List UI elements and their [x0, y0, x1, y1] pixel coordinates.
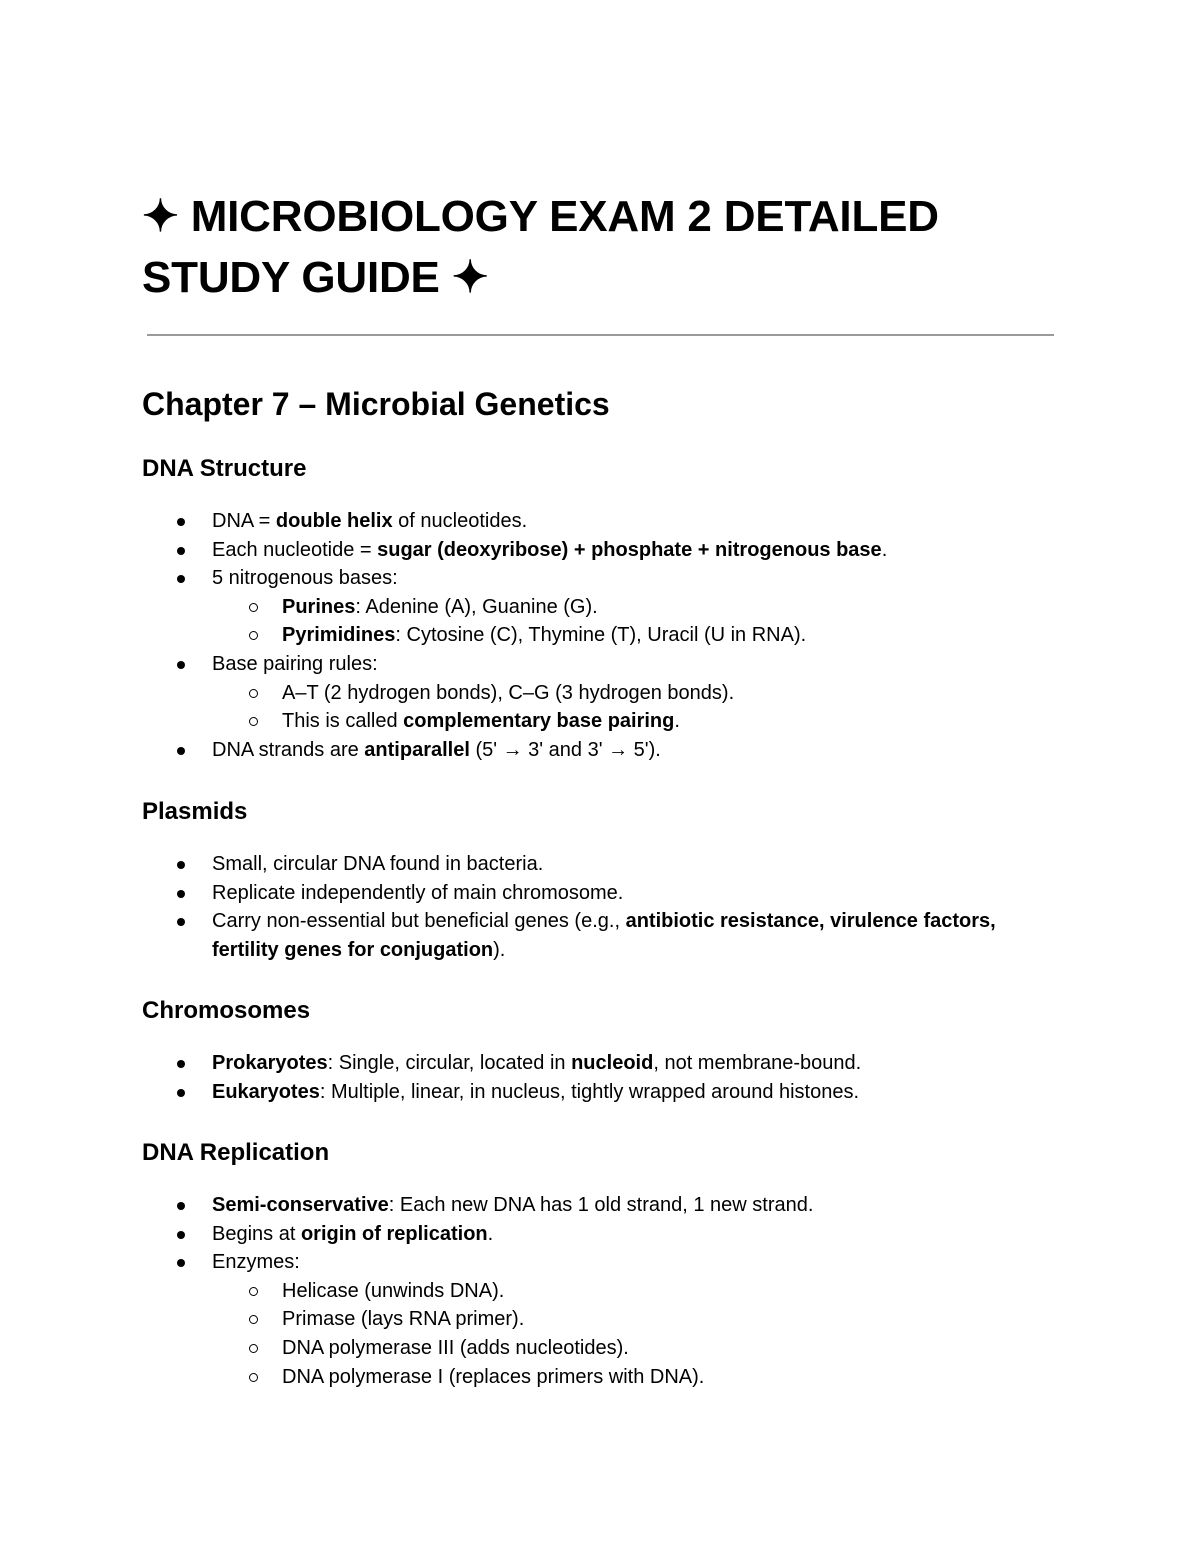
section-heading: DNA Structure: [142, 455, 307, 482]
item-text: Begins at: [212, 1222, 301, 1245]
bullet-icon: [177, 575, 185, 583]
list-item: [142, 907, 1062, 964]
item-text: DNA polymerase I (replaces primers with DNA).: [282, 1365, 705, 1388]
item-text: Carry non-essential but beneficial genes (e.g.,: [212, 910, 626, 933]
item-bold-text: nucleoid: [571, 1052, 654, 1074]
bullet-icon: [177, 1231, 185, 1239]
item-text: Each nucleotide =: [212, 538, 378, 561]
hollow-bullet-icon: [249, 1344, 258, 1353]
item-bold-text: double helix: [275, 510, 393, 532]
item-text: .: [881, 538, 888, 561]
sub-list-item: [212, 707, 1062, 736]
item-bold-text: origin of replication: [300, 1222, 488, 1245]
sub-bullet-list: [212, 593, 1062, 650]
sub-list-item: [212, 621, 1062, 650]
document-title: ✦ MICROBIOLOGY EXAM 2 DETAILED STUDY GUIDE ✦: [142, 192, 939, 302]
list-item: [142, 1248, 1062, 1391]
bullet-icon: [177, 861, 185, 869]
item-bold-text: Eukaryotes: [212, 1080, 320, 1103]
bullet-icon: [177, 918, 185, 926]
list-item: [142, 879, 1062, 908]
list-item: [142, 564, 1062, 650]
section-dna-structure: [142, 453, 1062, 764]
item-bold-text: Prokaryotes: [212, 1052, 328, 1074]
item-text: Helicase (unwinds DNA).: [282, 1279, 505, 1302]
item-bold-text: antiparallel: [364, 738, 470, 761]
list-item: [142, 1078, 1062, 1107]
item-text: Enzymes:: [212, 1251, 300, 1274]
item-text: ).: [493, 938, 506, 961]
item-text: This is called: [282, 710, 404, 733]
bullet-icon: [177, 1202, 185, 1210]
list-item: [142, 1220, 1062, 1249]
bullet-icon: [177, 547, 185, 555]
item-text: : Multiple, linear, in nucleus, tightly wrapped around histones.: [319, 1080, 860, 1103]
item-text: .: [487, 1222, 494, 1245]
item-text: DNA =: [212, 510, 276, 532]
item-text: Base pairing rules:: [212, 652, 378, 675]
item-text: DNA strands are: [212, 738, 365, 761]
section-heading: Plasmids: [142, 798, 248, 825]
list-item: [142, 536, 1062, 565]
item-text: .: [674, 710, 680, 733]
item-text: Replicate independently of main chromosome.: [212, 881, 624, 904]
item-text: : Cytosine (C), Thymine (T), Uracil (U in RNA).: [395, 624, 807, 647]
list-item: [142, 650, 1062, 736]
sub-list-item: [212, 679, 1062, 708]
item-text: : Each new DNA has 1 old strand, 1 new strand.: [388, 1194, 814, 1216]
bullet-icon: [177, 747, 185, 755]
chapter-heading: Chapter 7 – Microbial Genetics: [142, 386, 610, 422]
bullet-list: [142, 507, 1062, 764]
bullet-icon: [177, 661, 185, 669]
list-item: [142, 507, 1062, 536]
list-item: [142, 850, 1062, 879]
list-item: [142, 736, 1062, 765]
bullet-icon: [177, 518, 185, 526]
item-text: Small, circular DNA found in bacteria.: [212, 853, 544, 875]
horizontal-divider: [147, 334, 1054, 336]
item-bold-text: Semi-conservative: [212, 1194, 389, 1216]
item-bold-text: Purines: [282, 595, 356, 618]
section-plasmids: [142, 796, 1062, 964]
hollow-bullet-icon: [249, 603, 258, 612]
item-text: : Single, circular, located in: [327, 1052, 572, 1074]
section-heading: Chromosomes: [142, 997, 311, 1024]
section-dna-replication: [142, 1137, 1062, 1391]
bullet-list: [142, 850, 1062, 964]
item-text: (5' → 3' and 3' → 5').: [469, 738, 661, 761]
bullet-icon: [177, 890, 185, 898]
hollow-bullet-icon: [249, 631, 258, 640]
sub-bullet-list: [212, 679, 1062, 736]
item-bold-text: complementary base pairing: [403, 710, 675, 733]
sub-list-item: [212, 1363, 1062, 1392]
item-text: , not membrane-bound.: [653, 1052, 862, 1074]
list-item: [142, 1191, 1062, 1220]
hollow-bullet-icon: [249, 717, 258, 726]
bullet-icon: [177, 1259, 185, 1267]
list-item: [142, 1049, 1062, 1078]
sub-list-item: [212, 1277, 1062, 1306]
item-text: DNA polymerase III (adds nucleotides).: [282, 1336, 629, 1359]
section-heading: DNA Replication: [142, 1139, 330, 1166]
sub-list-item: [212, 593, 1062, 622]
sub-list-item: [212, 1305, 1062, 1334]
item-bold-text: antibiotic resistance, virulence factors, fertility genes for conjugation: [212, 910, 996, 961]
bullet-icon: [177, 1089, 185, 1097]
hollow-bullet-icon: [249, 1287, 258, 1296]
bullet-icon: [177, 1060, 185, 1068]
item-text: : Adenine (A), Guanine (G).: [355, 595, 598, 618]
item-text: A–T (2 hydrogen bonds), C–G (3 hydrogen bonds).: [282, 681, 735, 704]
item-text: of nucleotides.: [392, 510, 528, 532]
hollow-bullet-icon: [249, 1315, 258, 1324]
bullet-list: [142, 1049, 1062, 1106]
sub-bullet-list: [212, 1277, 1062, 1391]
item-bold-text: Pyrimidines: [282, 624, 396, 647]
section-chromosomes: [142, 995, 1062, 1106]
sub-list-item: [212, 1334, 1062, 1363]
item-text: 5 nitrogenous bases:: [212, 567, 398, 590]
item-text: Primase (lays RNA primer).: [282, 1308, 525, 1331]
hollow-bullet-icon: [249, 689, 258, 698]
hollow-bullet-icon: [249, 1373, 258, 1382]
bullet-list: [142, 1191, 1062, 1391]
item-bold-text: sugar (deoxyribose) + phosphate + nitrogenous base: [377, 538, 882, 561]
